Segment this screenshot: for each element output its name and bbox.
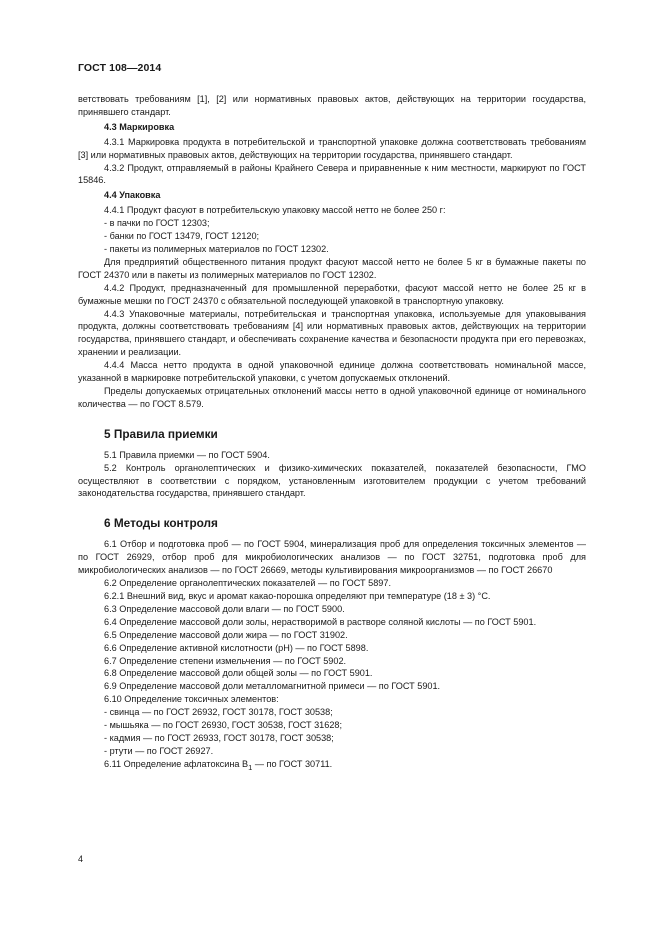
list-item: - в пачки по ГОСТ 12303; [104, 218, 210, 229]
subsection-heading-4-4: 4.4 Упаковка [104, 190, 161, 201]
list-item: - мышьяка — по ГОСТ 26930, ГОСТ 30538, ГОСТ 31628; [104, 720, 342, 731]
paragraph-4-3-1: 4.3.1 Маркировка продукта в потребительской и транспортной упаковке должна соответствовать требованиям [3] или нормативных правовых актов, действующих на территории государства, принявшего стандарт. [78, 136, 586, 160]
list-item: - ртути — по ГОСТ 26927. [104, 745, 214, 756]
paragraph-6-8: 6.8 Определение массовой доли общей золы — по ГОСТ 5901. [104, 668, 373, 679]
paragraph-5-2: 5.2 Контроль органолептических и физико-химических показателей, показателей безопасности, ГМО осуществляют в соответствии с порядком, установленным изготовителем продукции с учетом требований законодательства государства, принявшего стандарт. [78, 462, 586, 499]
paragraph-4-4-2: 4.4.2 Продукт, предназначенный для промышленной переработки, фасуют массой нетто не более 25 кг в бумажные мешки по ГОСТ 24370 с обязательной последующей упаковкой в транспортную упаковку. [78, 282, 586, 306]
page-number: 4 [78, 854, 84, 864]
list-item: - свинца — по ГОСТ 26932, ГОСТ 30178, ГОСТ 30538; [104, 707, 333, 718]
section-heading-6: 6 Методы контроля [104, 516, 218, 531]
paragraph-6-5: 6.5 Определение массовой доли жира — по ГОСТ 31902. [104, 629, 348, 640]
paragraph-6-11-ref: — по ГОСТ 30711. [252, 758, 333, 769]
paragraph-4-4-4: 4.4.4 Масса нетто продукта в одной упаковочной единице должна соответствовать номинальной массе, указанной в маркировке потребительской упаковки, с учетом допускаемых отклонений. [78, 360, 586, 384]
list-item: - кадмия — по ГОСТ 26933, ГОСТ 30178, ГОСТ 30538; [104, 732, 334, 743]
section-heading-5: 5 Правила приемки [104, 426, 218, 441]
paragraph-4-4-1-note: Для предприятий общественного питания продукт фасуют массой нетто не более 5 кг в бумажные пакеты по ГОСТ 24370 или в пакеты из полимерных материалов по ГОСТ 12302. [78, 256, 586, 280]
document-page [78, 62, 586, 775]
paragraph-6-3: 6.3 Определение массовой доли влаги — по ГОСТ 5900. [104, 603, 345, 614]
paragraph-continuation: ветствовать требованиям [1], [2] или нормативных правовых актов, действующих на территории государства, принявшего стандарт. [78, 94, 586, 117]
paragraph-5-1: 5.1 Правила приемки — по ГОСТ 5904. [104, 449, 270, 460]
subscript-index: 1 [248, 762, 253, 772]
list-item: - пакеты из полимерных материалов по ГОСТ 12302. [104, 243, 329, 254]
paragraph-6-1: 6.1 Отбор и подготовка проб — по ГОСТ 5904, минерализация проб для определения токсичных элементов — по ГОСТ 26929, отбор проб для микробиологических анализов — по ГОСТ 32751, подготовка проб для микробиологических анализов — по ГОСТ 26669, методы культивирования микроорганизмов — по ГОСТ 26670 [78, 539, 586, 576]
paragraph-4-4-3: 4.4.3 Упаковочные материалы, потребительская и транспортная упаковка, используемые для упаковывания продукта, должны соответствовать требованиям [4] или нормативных правовых актов, действующих на территории государства, принявшего стандарт, и обеспечивать сохранение качества и безопасности продукта при его перевозках, хранении и реализации. [78, 308, 586, 358]
paragraph-6-11 [78, 758, 586, 775]
paragraph-6-6: 6.6 Определение активной кислотности (pH) — по ГОСТ 5898. [104, 642, 369, 653]
paragraph-6-2-1: 6.2.1 Внешний вид, вкус и аромат какао-порошка определяют при температуре (18 ± 3) °С. [104, 591, 491, 601]
document-header: ГОСТ 108—2014 [78, 62, 162, 74]
paragraph-6-2: 6.2 Определение органолептических показателей — по ГОСТ 5897. [104, 578, 391, 589]
subsection-heading-4-3: 4.3 Маркировка [104, 121, 175, 132]
list-item: - банки по ГОСТ 13479, ГОСТ 12120; [104, 231, 260, 242]
paragraph-6-7: 6.7 Определение степени измельчения — по ГОСТ 5902. [104, 655, 347, 666]
paragraph-6-4: 6.4 Определение массовой доли золы, нерастворимой в растворе соляной кислоты — по ГОСТ 5901. [104, 616, 537, 627]
paragraph-6-11-text: 6.11 Определение афлатоксина В [104, 758, 249, 769]
paragraph-6-10: 6.10 Определение токсичных элементов: [104, 694, 279, 705]
paragraph-4-4-1: 4.4.1 Продукт фасуют в потребительскую упаковку массой нетто не более 250 г: [104, 205, 446, 216]
paragraph-4-4-4-limits: Пределы допускаемых отрицательных отклонений массы нетто в одной упаковочной единице от номинального количества — по ГОСТ 8.579. [78, 385, 586, 409]
paragraph-6-9: 6.9 Определение массовой доли металломагнитной примеси — по ГОСТ 5901. [104, 681, 441, 692]
paragraph-4-3-2: 4.3.2 Продукт, отправляемый в районы Крайнего Севера и приравненные к ним местности, маркируют по ГОСТ 15846. [78, 162, 586, 186]
